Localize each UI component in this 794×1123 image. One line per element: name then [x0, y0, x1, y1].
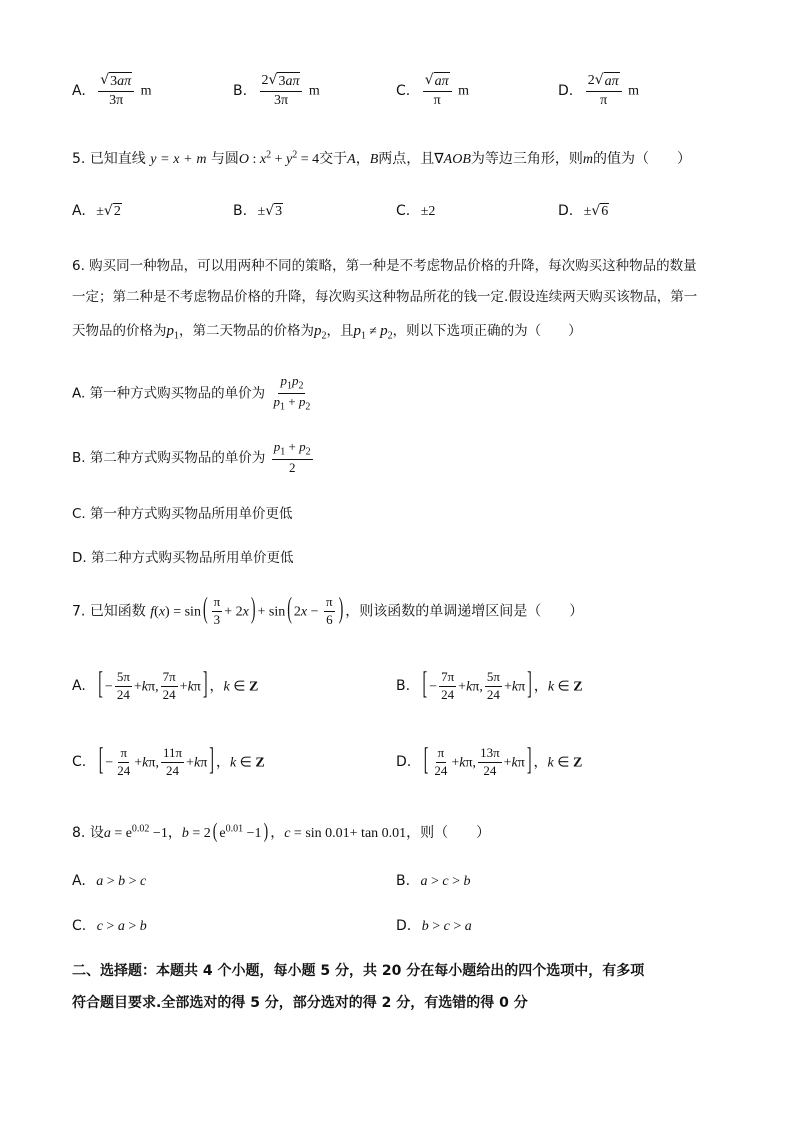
question-6-line-2: 一定；第二种是不考虑物品价格的升降，每次购买这种物品所花的钱一定.假设连续两天购买该物品，第一 — [72, 289, 698, 305]
q6-option-c: C. 第一种方式购买物品所用单价更低 — [72, 506, 293, 522]
question-7-stem: 7. 已知函数 f(x) = sin ( $\frac{\pi}{3}$ + 2x ) + sin ( 2x − $\frac{\pi}{6}$ ) ，则该函数的单调递增区间是（ ） — [72, 594, 584, 627]
q4-option-d: D. 2 √ aπ π m — [558, 72, 639, 109]
question-8-stem: 8. 设$a = e^{0.02} -1$，b = 2 ( $e^{0.01} -1$ ) ，c = sin 0.01+ tan 0.01，则（ ） — [72, 821, 491, 844]
q6-option-d: D. 第二种方式购买物品所用单价更低 — [72, 550, 294, 566]
q6-option-b: B. 第二种方式购买物品的单价为 $\frac{p_1 + p_2}{2}$ — [72, 439, 311, 476]
q5-option-a: A. ± √ 2 — [72, 203, 121, 219]
question-5-stem: 5. 已知直线 y = x + m 与圆O : $x^2 + y^2 = 4$交于A，B两点，且∇AOB为等边三角形，则m的值为（ ） — [72, 149, 692, 167]
q7-option-d: D. [ $\frac{\pi}{24}$ +kπ, $\frac{13\pi}{24}$ +kπ ] ，k ∈ Z — [396, 744, 583, 779]
section-2-heading-line-1: 二、选择题：本题共 4 个小题，每小题 5 分，共 20 分在每小题给出的四个选项中，有多项 — [72, 963, 645, 979]
q5-option-c: C. ±2 — [396, 203, 436, 219]
question-6-line-3: 天物品的价格为$p_1$，第二天物品的价格为$p_2$，且$p_1 \ne p_2$，则以下选项正确的为（ ） — [72, 323, 582, 342]
q4-option-c: C. √ aπ π m — [396, 72, 469, 109]
q8-option-d: D. b > c > a — [396, 918, 472, 934]
q7-option-c: C. [ − $\frac{\pi}{24}$ +kπ, $\frac{11\pi}{24}$ +kπ ] ，k ∈ Z — [72, 744, 265, 779]
fraction: $\frac{p_1p_2}{p_1 + p_2}$ — [273, 373, 311, 413]
question-6-line-1: 6. 购买同一种物品，可以用两种不同的策略，第一种是不考虑物品价格的升降，每次购买这种物品的数量 — [72, 258, 697, 274]
fraction: $\frac{p_1 + p_2}{2}$ — [273, 439, 311, 476]
q8-option-a: A. a > b > c — [72, 873, 147, 889]
q7-option-b: B. [ − $\frac{7\pi}{24}$ +kπ, $\frac{5\pi}{24}$ +kπ ] ，k ∈ Z — [396, 668, 583, 703]
q4-option-b: B. 2 √ 3aπ 3π m — [233, 72, 320, 109]
q8-option-b: B. a > c > b — [396, 873, 471, 889]
section-2-heading-line-2: 符合题目要求.全部选对的得 5 分，部分选对的得 2 分，有选错的得 0 分 — [72, 995, 528, 1011]
q6-option-a: A. 第一种方式购买物品的单价为 $\frac{p_1p_2}{p_1 + p_2}$ — [72, 373, 311, 413]
q4-option-a: A. √ 3aπ 3π m — [72, 72, 152, 109]
q7-option-a: A. [ − $\frac{5\pi}{24}$ +kπ, $\frac{7\pi}{24}$ +kπ ] ，k ∈ Z — [72, 668, 259, 703]
q8-option-c: C. c > a > b — [72, 918, 147, 934]
fraction: 2 √ aπ π — [586, 72, 622, 109]
fraction: √ aπ π — [423, 72, 452, 109]
fraction: 2 √ 3aπ 3π — [260, 72, 303, 109]
q5-option-b: B. ± √ 3 — [233, 203, 283, 219]
fraction: √ 3aπ 3π — [98, 72, 134, 109]
q5-option-d: D. ± √ 6 — [558, 203, 609, 219]
